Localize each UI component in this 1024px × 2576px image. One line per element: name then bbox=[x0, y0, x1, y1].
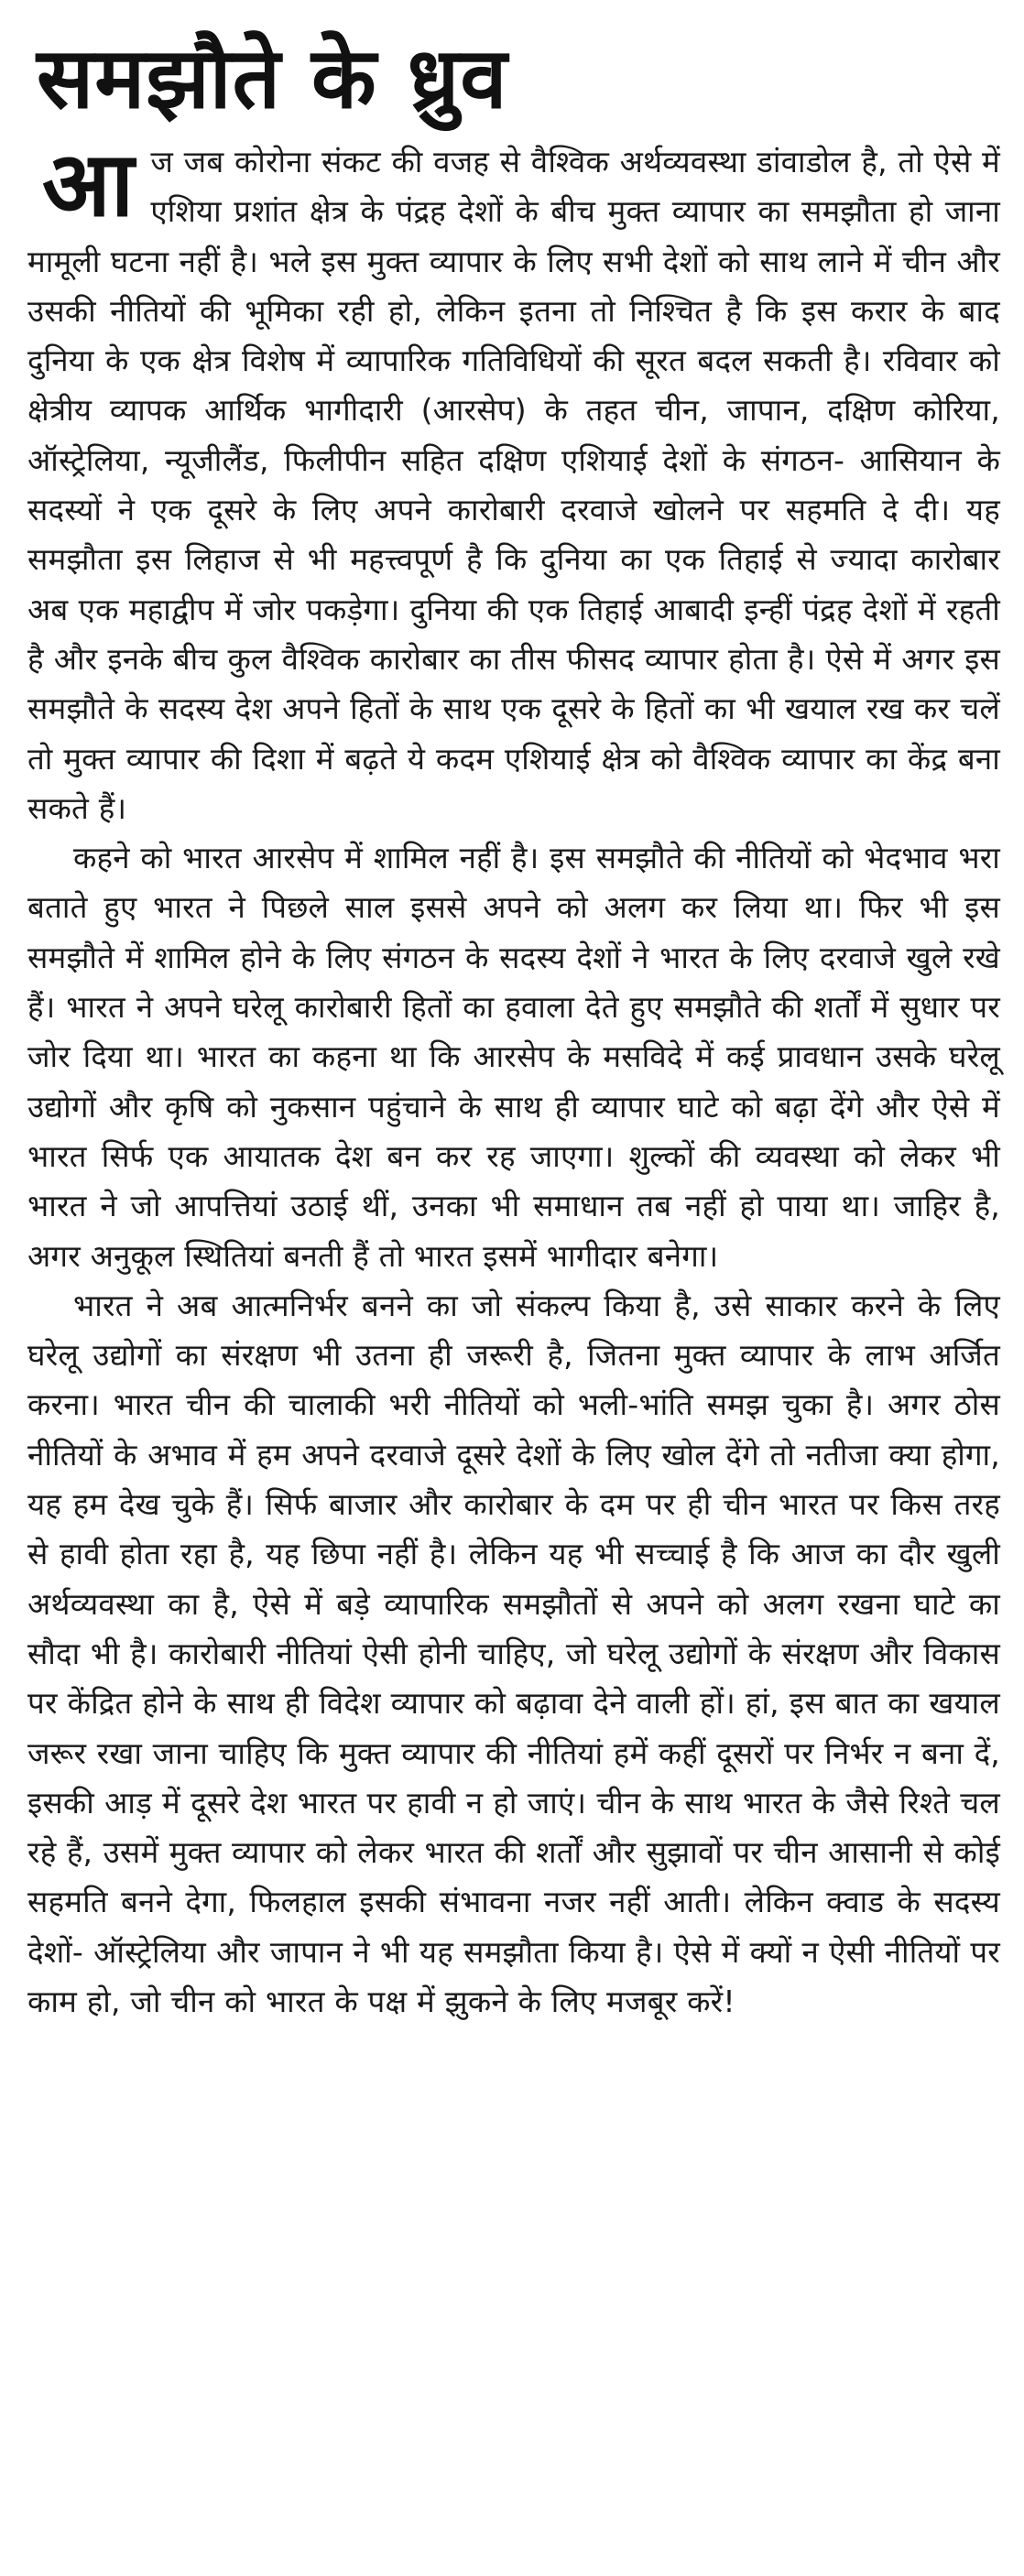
paragraph-3: भारत ने अब आत्मनिर्भर बनने का जो संकल्प किया है, उसे साकार करने के लिए घरेलू उद्योगों का संरक्षण भी उतना ही जरूरी है, जितना मुक्त व्यापार के लाभ अर्जित करना। भारत चीन की चालाकी भरी नीतियों को भली-भांति समझ चुका है। अगर ठोस नीतियों के अभाव में हम अपने दरवाजे दूसरे देशों के लिए खोल देंगे तो नतीजा क्या होगा, यह हम देख चुके हैं। सिर्फ बाजार और कारोबार के दम पर ही चीन भारत पर किस तरह से हावी होता रहा है, यह छिपा नहीं है। लेकिन यह भी सच्चाई है कि आज का दौर खुली अर्थव्यवस्था का है, ऐसे में बड़े व्यापारिक समझौतों से अपने को अलग रखना घाटे का सौदा भी है। कारोबारी नीतियां ऐसी होनी चाहिए, जो घरेलू उद्योगों के संरक्षण और विकास पर केंद्रित होने के साथ ही विदेश व्यापार को बढ़ावा देने वाली हों। हां, इस बात का खयाल जरूर रखा जाना चाहिए कि मुक्त व्यापार की नीतियां हमें कहीं दूसरों पर निर्भर न बना दें, इसकी आड़ में दूसरे देश भारत पर हावी न हो जाएं। चीन के साथ भारत के जैसे रिश्ते चल रहे हैं, उसमें मुक्त व्यापार को लेकर भारत की शर्तों और सुझावों पर चीन आसानी से कोई सहमति बनने देगा, फिलहाल इसकी संभावना नजर नहीं आती। लेकिन क्वाड के सदस्य देशों- ऑस्ट्रेलिया और जापान ने भी यह समझौता किया है। ऐसे में क्यों न ऐसी नीतियों पर काम हो, जो चीन को भारत के पक्ष में झुकने के लिए मजबूर करें! bbox=[27, 1287, 1000, 2019]
editorial-article bbox=[27, 27, 1000, 2027]
paragraph-2: कहने को भारत आरसेप में शामिल नहीं है। इस समझौते की नीतियों को भेदभाव भरा बताते हुए भारत ने पिछले साल इससे अपने को अलग कर लिया था। फिर भी इस समझौते में शामिल होने के लिए संगठन के सदस्य देशों ने भारत के लिए दरवाजे खुले रखे हैं। भारत ने अपने घरेलू कारोबारी हितों का हवाला देते हुए समझौते की शर्तों में सुधार पर जोर दिया था। भारत का कहना था कि आरसेप के मसविदे में कई प्रावधान उसके घरेलू उद्योगों और कृषि को नुकसान पहुंचाने के साथ ही व्यापार घाटे को बढ़ा देंगे और ऐसे में भारत सिर्फ एक आयातक देश बन कर रह जाएगा। शुल्कों की व्यवस्था को लेकर भी भारत ने जो आपत्तियां उठाई थीं, उनका भी समाधान तब नहीं हो पाया था। जाहिर है, अगर अनुकूल स्थितियां बनती हैं तो भारत इसमें भागीदार बनेगा। bbox=[27, 840, 1000, 1274]
paragraph-1-text: ज जब कोरोना संकट की वजह से वैश्विक अर्थव्यवस्था डांवाडोल है, तो ऐसे में एशिया प्रशांत क्षेत्र के पंद्रह देशों के बीच मुक्त व्यापार का समझौता हो जाना मामूली घटना नहीं है। भले इस मुक्त व्यापार के लिए सभी देशों को साथ लाने में चीन और उसकी नीतियों की भूमिका रही हो, लेकिन इतना तो निश्चित है कि इस करार के बाद दुनिया के एक क्षेत्र विशेष में व्यापारिक गतिविधियों की सूरत बदल सकती है। रविवार को क्षेत्रीय व्यापक आर्थिक भागीदारी (आरसेप) के तहत चीन, जापान, दक्षिण कोरिया, ऑस्ट्रेलिया, न्यूजीलैंड, फिलीपीन सहित दक्षिण एशियाई देशों के संगठन- आसियान के सदस्यों ने एक दूसरे के लिए अपने कारोबारी दरवाजे खोलने पर सहमति दे दी। यह समझौता इस लिहाज से भी महत्त्वपूर्ण है कि दुनिया का एक तिहाई से ज्यादा कारोबार अब एक महाद्वीप में जोर पकड़ेगा। दुनिया की एक तिहाई आबादी इन्हीं पंद्रह देशों में रहती है और इनके बीच कुल वैश्विक कारोबार का तीस फीसद व्यापार होता है। ऐसे में अगर इस समझौते के सदस्य देश अपने हितों के साथ एक दूसरे के हितों का भी खयाल रख कर चलें तो मुक्त व्यापार की दिशा में बढ़ते ये कदम एशियाई क्षेत्र को वैश्विक व्यापार का केंद्र बना सकते हैं। bbox=[27, 144, 1000, 826]
drop-cap: आ bbox=[42, 133, 135, 237]
paragraph-1 bbox=[27, 133, 1000, 833]
headline: समझौते के ध्रुव bbox=[37, 29, 508, 127]
